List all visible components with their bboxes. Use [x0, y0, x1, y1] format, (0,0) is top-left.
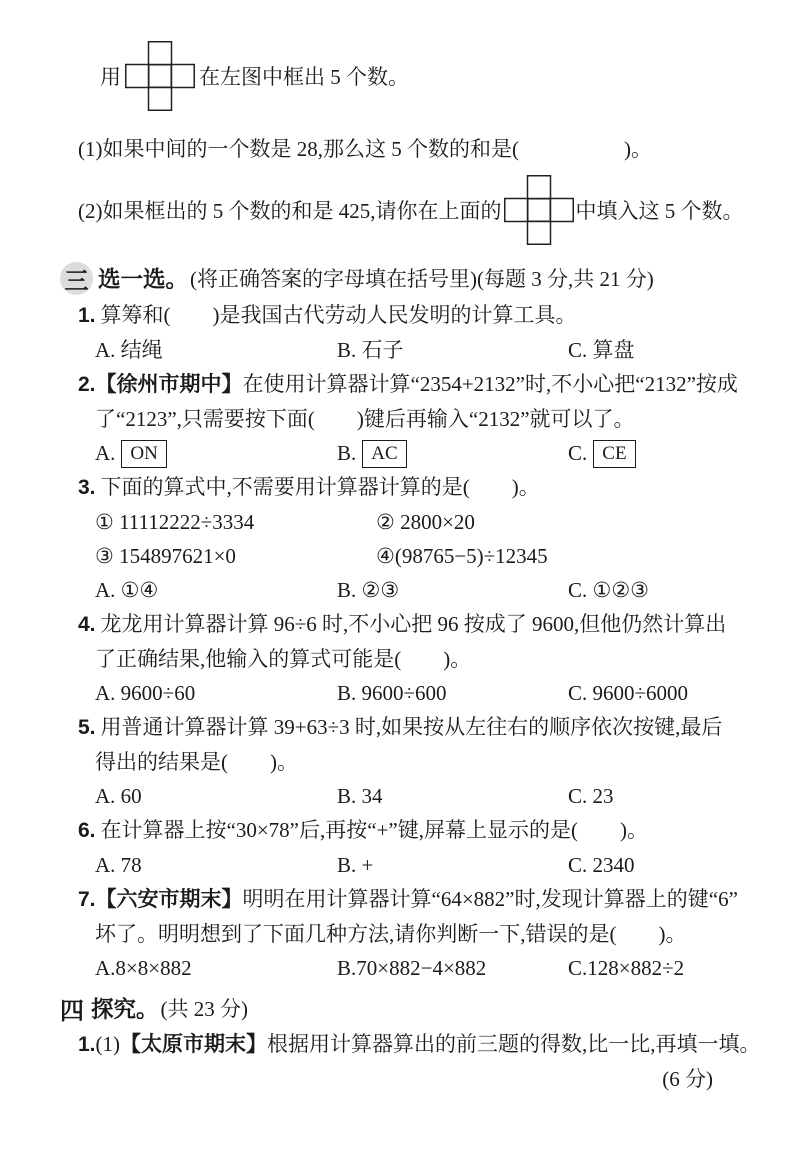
expression-3: ③ 154897621×0 — [95, 544, 236, 568]
cross-frame-shape-icon — [125, 41, 195, 111]
question-7 — [60, 882, 743, 985]
question-5-number: 5. — [78, 716, 96, 739]
question-6-options — [95, 848, 743, 882]
frame-instruction-prefix: 用 — [100, 65, 121, 89]
subquestion-2-prefix: (2)如果框出的 5 个数的和是 425,请你在上面的 — [78, 199, 502, 223]
calculator-key-on: ON — [121, 440, 166, 468]
question-5-option-a: A. 60 — [95, 784, 142, 808]
question-2-text-line2: 了“2123”,只需要按下面( )键后再输入“2132”就可以了。 — [95, 407, 635, 431]
question-7-stem — [78, 882, 743, 917]
question-1 — [60, 298, 743, 367]
section-4-question-1-text: 根据用计算器算出的前三题的得数,比一比,再填一填。 — [267, 1032, 761, 1056]
question-5-option-b: B. 34 — [337, 784, 383, 808]
question-7-option-c: C.128×882÷2 — [568, 956, 685, 980]
question-6-stem — [78, 813, 743, 848]
question-4-option-a: A. 9600÷60 — [95, 681, 196, 705]
expression-2: ② 2800×20 — [376, 510, 475, 534]
question-1-stem — [78, 298, 743, 333]
section-3-note: (将正确答案的字母填在括号里)(每题 3 分,共 21 分) — [190, 267, 654, 291]
question-2-options — [95, 436, 743, 470]
question-2-option-a — [95, 436, 337, 470]
question-6-text: 在计算器上按“30×78”后,再按“+”键,屏幕上显示的是( )。 — [100, 818, 648, 842]
section-4-question-1 — [78, 1027, 761, 1062]
question-4 — [60, 607, 743, 710]
question-4-text-line2: 了正确结果,他输入的算式可能是( )。 — [95, 647, 472, 671]
question-3-number: 3. — [78, 476, 96, 499]
cross-frame-shape-icon — [504, 175, 574, 245]
question-3-option-b: B. ②③ — [337, 578, 400, 602]
question-4-option-c: C. 9600÷6000 — [568, 681, 689, 705]
section-3-badge: 三 — [60, 262, 93, 295]
option-a-letter: A. — [95, 441, 116, 465]
question-1-option-b: B. 石子 — [337, 338, 404, 362]
question-4-option-b: B. 9600÷600 — [337, 681, 447, 705]
question-5 — [60, 710, 743, 813]
expression-1: ① 11112222÷3334 — [95, 510, 255, 534]
question-3-options — [95, 573, 743, 607]
question-2-source-tag: 【徐州市期中】 — [95, 372, 243, 396]
question-6-option-b: B. + — [337, 853, 374, 877]
question-7-text-line1: 明明在用计算器计算“64×882”时,发现计算器上的键“6” — [242, 887, 738, 911]
question-2-option-c — [568, 436, 743, 470]
question-2 — [60, 367, 743, 470]
calculator-key-ce: CE — [593, 440, 635, 468]
subquestion-2-suffix: 中填入这 5 个数。 — [575, 199, 744, 223]
section-4-header — [60, 989, 743, 1027]
section-4-question-1-subnumber: (1) — [95, 1032, 121, 1056]
expression-4: ④(98765−5)÷12345 — [376, 544, 548, 568]
question-1-option-a: A. 结绳 — [95, 338, 163, 362]
section-4-note: (共 23 分) — [160, 997, 249, 1021]
question-2-number: 2. — [78, 373, 96, 396]
question-5-options — [95, 779, 743, 813]
subquestion-2 — [78, 174, 743, 246]
question-6-option-c: C. 2340 — [568, 853, 635, 877]
question-5-option-c: C. 23 — [568, 784, 614, 808]
question-5-text-line2: 得出的结果是( )。 — [95, 750, 298, 774]
question-3-expressions-row2 — [95, 539, 743, 573]
question-6-option-a: A. 78 — [95, 853, 142, 877]
question-4-options — [95, 676, 743, 710]
calculator-key-ac: AC — [362, 440, 406, 468]
option-c-letter: C. — [568, 441, 588, 465]
question-6 — [60, 813, 743, 882]
question-4-stem — [78, 607, 743, 642]
question-7-source-tag: 【六安市期末】 — [95, 887, 243, 911]
section-4-number: 四 — [60, 998, 84, 1025]
question-3-option-c: C. ①②③ — [568, 578, 649, 602]
question-7-option-b: B.70×882−4×882 — [337, 956, 487, 980]
question-1-options — [95, 333, 743, 367]
question-3-text: 下面的算式中,不需要用计算器计算的是( )。 — [100, 475, 540, 499]
question-1-option-c: C. 算盘 — [568, 338, 635, 362]
section-4-question-1-number: 1. — [78, 1033, 96, 1056]
question-7-options — [95, 951, 743, 985]
question-7-option-a: A.8×8×882 — [95, 956, 192, 980]
question-5-stem — [78, 710, 743, 745]
question-4-number: 4. — [78, 613, 96, 636]
section-3-header — [60, 258, 743, 298]
question-1-number: 1. — [78, 304, 96, 327]
question-7-number: 7. — [78, 888, 96, 911]
frame-instruction-row — [100, 40, 743, 112]
question-3-stem — [78, 470, 743, 505]
section-4-title: 探究。 — [91, 997, 159, 1022]
question-7-text-line2: 坏了。明明想到了下面几种方法,请你判断一下,错误的是( )。 — [95, 922, 687, 946]
question-2-stem — [78, 367, 743, 402]
score-note: (6 分) — [662, 1067, 713, 1091]
question-2-text-line1: 在使用计算器计算“2354+2132”时,不小心把“2132”按成 — [242, 372, 738, 396]
question-4-text-line1: 龙龙用计算器计算 96÷6 时,不小心把 96 按成了 9600,但他仍然计算出 — [100, 612, 727, 636]
question-3-expressions-row1 — [95, 505, 743, 539]
question-3-option-a: A. ①④ — [95, 578, 159, 602]
question-5-text-line1: 用普通计算器计算 39+63÷3 时,如果按从左往右的顺序依次按键,最后 — [100, 715, 723, 739]
frame-instruction-suffix: 在左图中框出 5 个数。 — [199, 65, 409, 89]
option-b-letter: B. — [337, 441, 357, 465]
question-6-number: 6. — [78, 819, 96, 842]
worksheet-page — [0, 40, 793, 1161]
subquestion-1: (1)如果中间的一个数是 28,那么这 5 个数的和是( )。 — [78, 137, 652, 161]
question-1-text: 算筹和( )是我国古代劳动人民发明的计算工具。 — [100, 303, 577, 327]
question-3 — [60, 470, 743, 607]
question-2-option-b — [337, 436, 568, 470]
section-3-title: 选一选。 — [98, 267, 189, 292]
section-4-question-1-source-tag: 【太原市期末】 — [120, 1032, 268, 1056]
